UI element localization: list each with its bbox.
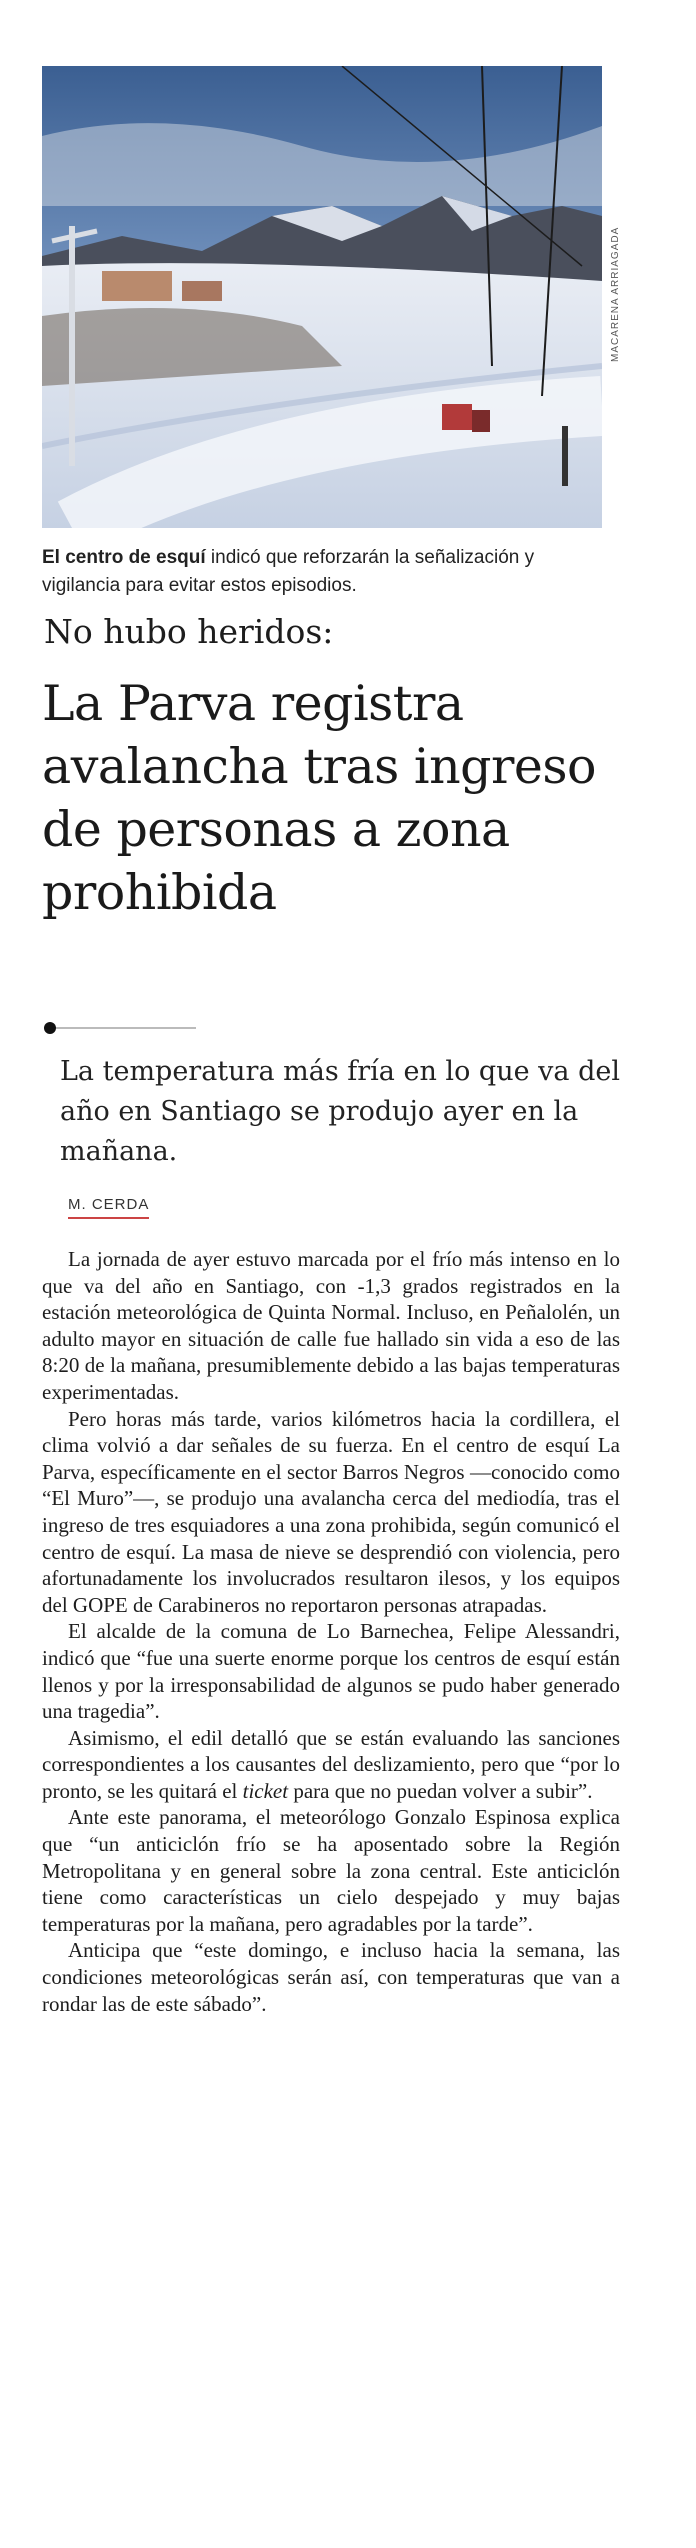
paragraph (42, 1725, 620, 1805)
deck: La temperatura más fría en lo que va del año en Santiago se produjo ayer en la mañana. (60, 1056, 620, 1167)
photo-caption (42, 544, 612, 600)
paragraph: Pero horas más tarde, varios kilómetros hacia la cordillera, el clima volvió a dar señales de su fuerza. En el centro de esquí La Parva, específicamente en el sector Barros Negros —conocido como “El Muro”—, se produjo una avalancha cerca del mediodía, tras el ingreso de tres esquiadores a una zona prohibida, según comunicó el centro de esquí. La masa de nieve se desprendió con violencia, pero afortunadamente los involucrados resultaron ilesos, y los equipos del GOPE de Carabineros no reportaron personas atrapadas. (42, 1406, 620, 1617)
paragraph: Anticipa que “este domingo, e incluso hacia la semana, las condiciones meteorológicas serán así, con temperaturas que van a rondar las de este sábado”. (42, 1938, 620, 2016)
headline: La Parva registra avalancha tras ingreso de personas a zona prohibida (42, 675, 597, 921)
caption-text: indicó que reforzarán la señalización y vigilancia para evitar estos episodios. (42, 547, 535, 596)
paragraph-text: para que no puedan volver a subir”. (288, 1778, 593, 1803)
article-photo (42, 66, 602, 528)
paragraph: Ante este panorama, el meteorólogo Gonzalo Espinosa explica que “un anticiclón frío se ha aposentado sobre la Región Metropolitana y en general sobre la zona central. Este anticiclón tiene como características un cielo despejado y muy bajas temperaturas por la mañana, pero agradables por la tarde”. (42, 1805, 620, 1936)
byline: M. CERDA (68, 1196, 149, 1219)
article-body (42, 1246, 620, 2017)
divider-line (56, 1027, 196, 1029)
photo-credit: MACARENA ARRIAGADA (610, 226, 621, 362)
italic-word: ticket (242, 1778, 289, 1803)
paragraph: La jornada de ayer estuvo marcada por el frío más intenso en lo que va del año en Santiago, con -1,3 grados registrados en la estación meteorológica de Quinta Normal. Incluso, en Peñalolén, un adulto mayor en situación de calle fue hallado sin vida a eso de las 8:20 de la mañana, presumiblemente debido a las bajas temperaturas experimentadas. (42, 1247, 620, 1404)
paragraph: El alcalde de la comuna de Lo Barnechea, Felipe Alessandri, indicó que “fue una suerte enorme porque los centros de esquí están llenos y por la irresponsabilidad de algunos se pudo haber generado una tragedia”. (42, 1619, 620, 1724)
caption-lead: El centro de esquí (42, 547, 206, 568)
kicker: No hubo heridos: (44, 612, 334, 651)
paragraph-text: Asimismo, el edil detalló que se están evaluando las sanciones correspondientes a los causantes del deslizamiento, pero que “por lo pronto, se les quitará el (42, 1725, 620, 1803)
ski-resort-photo-icon (42, 66, 602, 528)
divider-dot (44, 1022, 56, 1034)
